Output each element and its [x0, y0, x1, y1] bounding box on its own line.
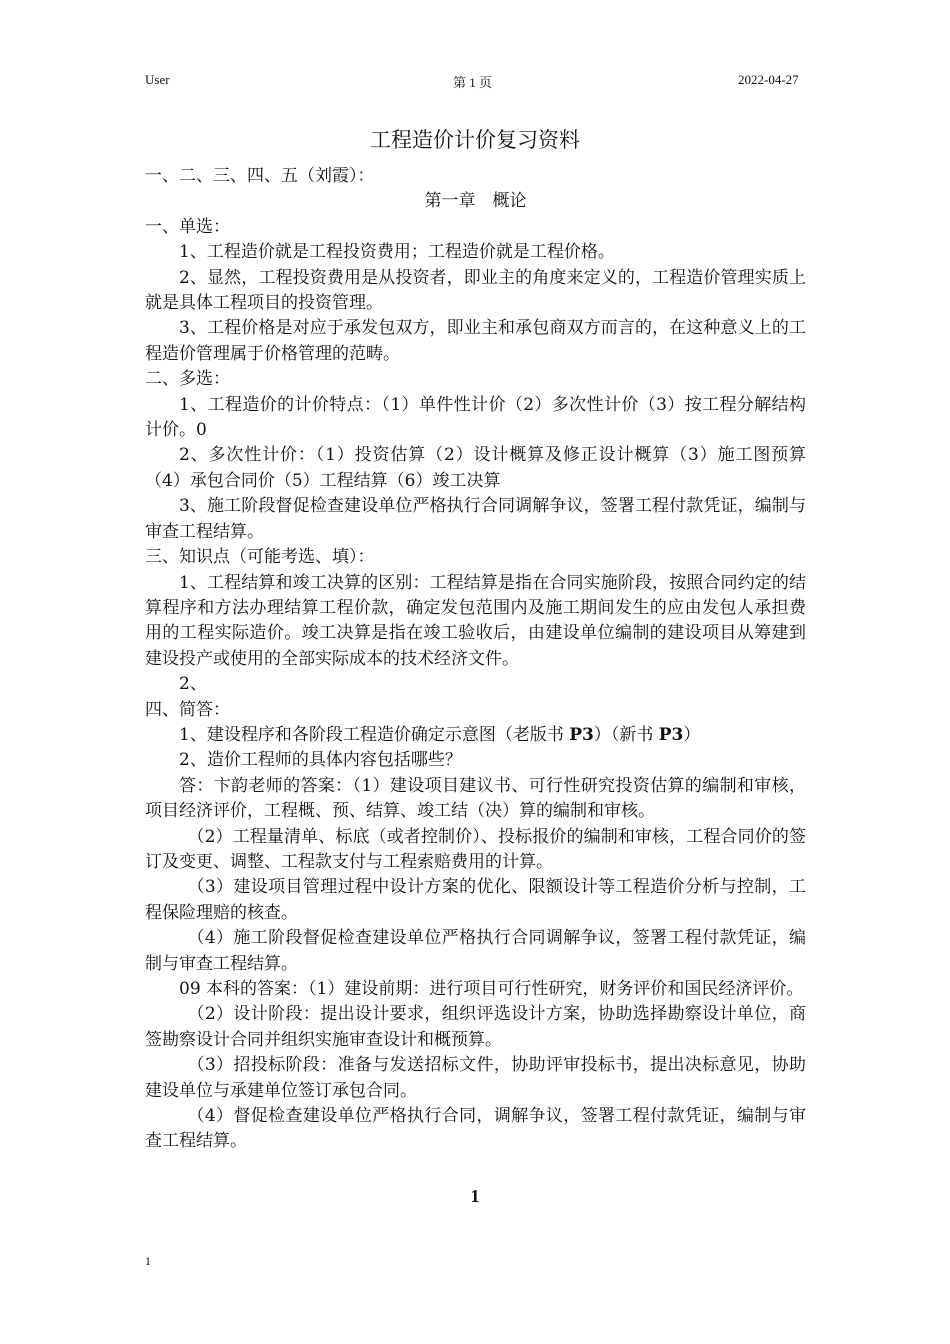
answer-paragraph: （2）工程量清单、标底（或者控制价）、投标报价的编制和审核，工程合同价的签订及变更、调整、工程款支付与工程索赔费用的计算。 — [145, 826, 806, 872]
answer-paragraph: （3）招投标阶段：准备与发送招标文件，协助评审投标书，提出决标意见，协助建设单位与承建单位签订承包合同。 — [145, 1055, 806, 1101]
answer-paragraph: （4）督促检查建设单位严格执行合同，调解争议，签署工程付款凭证，编制与审查工程结算。 — [145, 1106, 806, 1152]
document-body — [145, 164, 806, 1155]
paragraph: 1、工程结算和竣工决算的区别：工程结算是指在合同实施阶段，按照合同约定的结算程序和方法办理结算工程价款，确定发包范围内及施工期间发生的应由发包人承担费用的工程实际造价。竣工决算是指在竣工验收后，由建设单位编制的建设项目从筹建到建设投产或使用的全部实际成本的技术经济文件。 — [145, 572, 806, 669]
answer-paragraph: （2）设计阶段：提出设计要求，组织评选设计方案，协助选择勘察设计单位，商签勘察设计合同并组织实施审查设计和概预算。 — [145, 1004, 806, 1050]
document-title: 工程造价计价复习资料 — [370, 128, 580, 152]
text-run: ）（新书 — [593, 724, 659, 745]
paragraph: 3、工程价格是对应于承发包双方，即业主和承包商双方而言的，在这种意义上的工程造价管理属于价格管理的范畴。 — [145, 318, 806, 364]
chapter-heading: 第一章 概论 — [424, 191, 527, 212]
text-run: ） — [683, 724, 701, 745]
intro-line: 一、二、三、四、五（刘霞）： — [145, 166, 375, 186]
header-date: 2022-04-27 — [738, 72, 799, 87]
footer-number: 1 — [145, 1254, 151, 1268]
page-number: 1 — [470, 1186, 480, 1206]
answer-paragraph: 答：卞韵老师的答案：（1）建设项目建议书、可行性研究投资估算的编制和审核，项目经济评价，工程概、预、结算、竣工结（决）算的编制和审核。 — [145, 775, 806, 822]
header-page-label: 第 1 页 — [453, 75, 493, 90]
text-run: 1、建设程序和各阶段工程造价确定示意图（老版书 — [179, 724, 570, 745]
answer-paragraph: （4）施工阶段督促检查建设单位严格执行合同调解争议，签署工程付款凭证，编制与审查工程结算。 — [145, 928, 806, 974]
section-heading-short-answer: 四、简答： — [145, 699, 230, 720]
paragraph: 1、工程造价的计价特点：（1）单件性计价（2）多次性计价（3）按工程分解结构计价。0 — [145, 394, 806, 441]
paragraph: 2、多次性计价：（1）投资估算（2）设计概算及修正设计概算（3）施工图预算（4）承包合同价（5）工程结算（6）竣工决算 — [145, 445, 806, 491]
answer-paragraph: 09 本科的答案：（1）建设前期：进行项目可行性研究，财务评价和国民经济评价。 — [179, 979, 804, 999]
header-user: User — [145, 72, 170, 87]
bold-page-ref: P3 — [569, 724, 594, 745]
paragraph: 2、 — [179, 674, 207, 695]
section-heading-single-choice: 一、单选： — [145, 216, 230, 237]
paragraph — [145, 723, 806, 748]
paragraph: 3、施工阶段督促检查建设单位严格执行合同调解争议，签署工程付款凭证，编制与审查工程结算。 — [145, 496, 806, 542]
question: 2、造价工程师的具体内容包括哪些？ — [179, 750, 462, 771]
paragraph: 2、显然，工程投资费用是从投资者，即业主的角度来定义的，工程造价管理实质上就是具体工程项目的投资管理。 — [145, 267, 806, 314]
bold-page-ref: P3 — [658, 724, 684, 745]
section-heading-multi-choice: 二、多选： — [145, 369, 230, 390]
section-heading-knowledge: 三、知识点（可能考选、填）： — [145, 547, 375, 568]
answer-paragraph: （3）建设项目管理过程中设计方案的优化、限额设计等工程造价分析与控制，工程保险理赔的核查。 — [145, 877, 806, 923]
paragraph: 1、工程造价就是工程投资费用；工程造价就是工程价格。 — [179, 242, 615, 263]
